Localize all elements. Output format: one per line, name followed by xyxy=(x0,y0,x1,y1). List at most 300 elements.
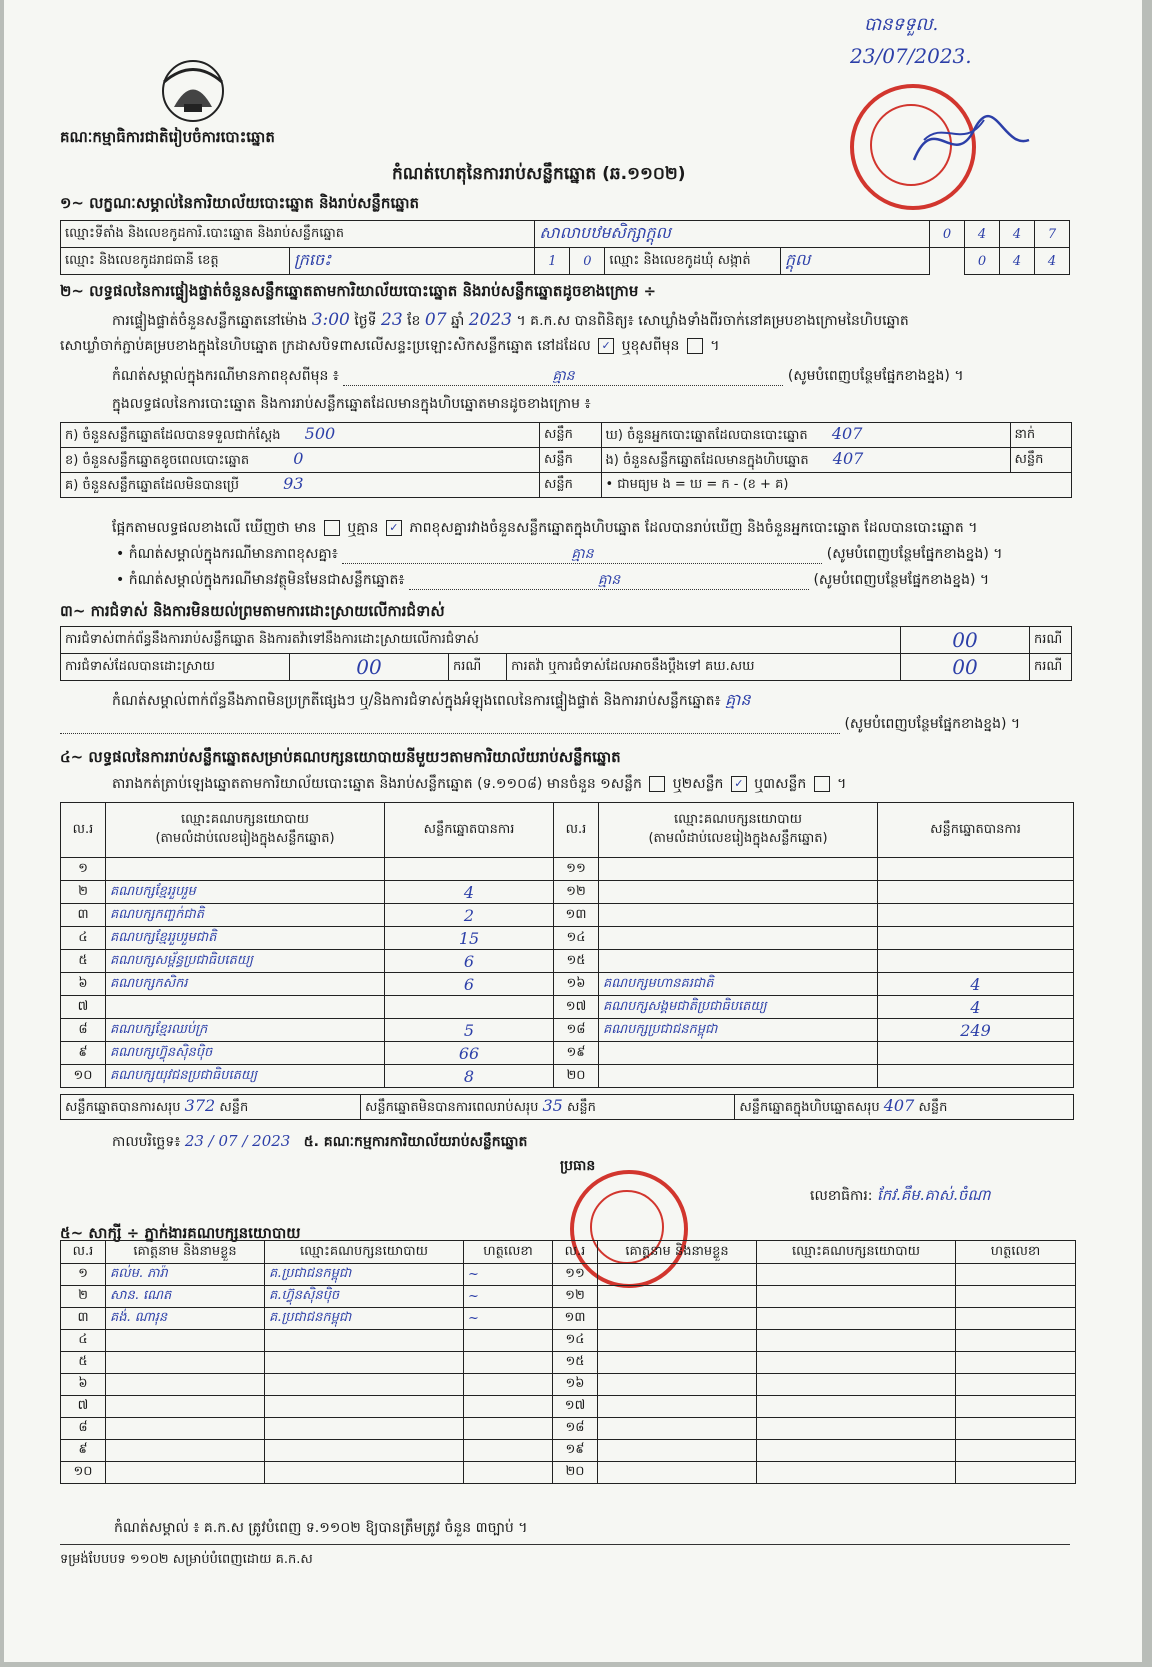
date-line xyxy=(112,1132,527,1151)
witness-name xyxy=(106,1330,265,1352)
count-value: 407 xyxy=(832,449,864,468)
label: កាលបរិច្ឆេទ៖ xyxy=(112,1134,181,1150)
witness-signature xyxy=(956,1308,1076,1330)
complaint-label: ការជំទាស់ពាក់ព័ន្ធនឹងការរាប់សន្លឹកឆ្នោត និងការតវ៉ាទៅនឹងការដោះស្រាយលើការជំទាស់ xyxy=(61,627,901,654)
label: ឬ៣សន្លឹក xyxy=(754,776,807,792)
witness-party xyxy=(757,1396,956,1418)
commune-code-digit: 0 xyxy=(965,248,1000,275)
section-1-heading: ១~ លក្ខណៈសម្គាល់នៃការិយាល័យបោះឆ្នោត និងរាប់សន្លឹកឆ្នោត xyxy=(60,194,420,212)
party-votes: 66 xyxy=(385,1042,554,1065)
witness-name xyxy=(598,1462,757,1484)
section-2-heading: ២~ លទ្ធផលនៃការផ្ទៀងផ្ទាត់ចំនួនសន្លឹកឆ្នោតតាមការិយាល័យបោះឆ្នោត និងរាប់សន្លឹកឆ្នោតដូចខាងក្រោម ÷ xyxy=(60,282,657,300)
label: កំណត់សម្គាល់ក្នុងករណីមានភាពខុសពីមុន ៖ xyxy=(112,368,339,384)
label: គ) ចំនួនសន្លឹកឆ្នោតដែលមិនបានប្រើ xyxy=(65,478,239,493)
one-sheet-checkbox[interactable] xyxy=(649,776,665,792)
difference-remark-line xyxy=(116,546,1002,564)
witness-party xyxy=(757,1440,956,1462)
witness-no: ១៨ xyxy=(553,1418,598,1440)
witness-no: ៨ xyxy=(61,1418,106,1440)
party-votes: 6 xyxy=(385,973,554,996)
witness-name xyxy=(106,1396,265,1418)
site-code-digit: 0 xyxy=(930,221,965,248)
witness-name xyxy=(106,1462,265,1484)
site-code-digit: 4 xyxy=(965,221,1000,248)
difference-note-line xyxy=(112,368,964,386)
unit: សន្លឹក xyxy=(219,1100,249,1115)
unit: សន្លឹក xyxy=(540,473,602,498)
unit: សន្លឹក xyxy=(1010,448,1072,473)
party-no: ១២ xyxy=(554,881,599,904)
table-row xyxy=(61,950,1074,973)
witness-party xyxy=(757,1286,956,1308)
label: ខែ xyxy=(407,313,421,329)
label: ឬខុសពីមុន xyxy=(621,338,680,354)
complaint-table xyxy=(60,626,1072,681)
witness-name: សាន. ណេត xyxy=(106,1286,265,1308)
count-label-b xyxy=(61,448,540,473)
witness-no: ២ xyxy=(61,1286,106,1308)
appeal-label: ការតវ៉ា ឬការជំទាស់ដែលអាចនឹងប្តឹងទៅ គឃ.សឃ xyxy=(507,654,901,681)
witness-no: ១៦ xyxy=(553,1374,598,1396)
col-person: គោត្តនាម និងនាមខ្លួន xyxy=(598,1241,757,1264)
party-votes: 2 xyxy=(385,904,554,927)
witness-party: គ.ប្រជាជនកម្ពុជា xyxy=(265,1308,464,1330)
party-votes xyxy=(878,904,1074,927)
label: ឃ) ចំនួនអ្នកបោះឆ្នោតដែលបានបោះឆ្នោត xyxy=(605,428,808,443)
label: ឬ២សន្លឹក xyxy=(672,776,724,792)
month-value: 07 xyxy=(424,310,447,330)
table-row xyxy=(61,1286,1076,1308)
divider xyxy=(60,1544,1070,1545)
col-no: ល.រ xyxy=(61,1241,106,1264)
party-no: ៨ xyxy=(61,1019,106,1042)
province-label: ឈ្មោះ និងលេខកូដរាជធានី ខេត្ត xyxy=(61,248,290,275)
col-no: ល.រ xyxy=(61,803,106,858)
party-no: ១១ xyxy=(554,858,599,881)
witness-signature xyxy=(464,1374,553,1396)
witness-party xyxy=(757,1462,956,1484)
party-name xyxy=(599,950,878,973)
witness-signature: ~ xyxy=(464,1264,553,1286)
table-row xyxy=(61,1396,1076,1418)
table-row xyxy=(61,881,1074,904)
appeal-value: 00 xyxy=(901,654,1030,681)
party-name xyxy=(599,1042,878,1065)
party-votes: 4 xyxy=(878,973,1074,996)
party-name xyxy=(106,996,385,1019)
party-no: ១ xyxy=(61,858,106,881)
unit: សន្លឹក xyxy=(540,448,602,473)
label: ថ្ងៃទី xyxy=(354,313,377,329)
party-name: គណបក្សហ៊្វុនស៊ិនប៉ិច xyxy=(106,1042,385,1065)
party-no: ១៨ xyxy=(554,1019,599,1042)
count-label-d xyxy=(601,423,1010,448)
col-party xyxy=(106,803,385,858)
label: សោឃ្លាំចាក់ភ្ជាប់គម្របខាងក្នុងនៃហិបឆ្នោត ក្រដាសបិទពាសលើសន្ទះប្រឡោះសិកសន្លឹកឆ្នោត នៅដដែល xyxy=(60,338,591,354)
witness-name xyxy=(106,1352,265,1374)
party-votes: 4 xyxy=(878,996,1074,1019)
witness-name xyxy=(598,1374,757,1396)
party-no: ១៥ xyxy=(554,950,599,973)
committee-label: ៥. គណៈកម្មការការិយាល័យរាប់សន្លឹកឆ្នោត xyxy=(303,1134,528,1150)
tally-sheet-line xyxy=(112,776,846,793)
party-no: ៣ xyxy=(61,904,106,927)
witness-no: ២០ xyxy=(553,1462,598,1484)
invalid-total xyxy=(361,1095,735,1120)
witness-party xyxy=(757,1352,956,1374)
witness-signature xyxy=(464,1330,553,1352)
label: សន្លឹកឆ្នោតមិនបានការពេលរាប់សរុប xyxy=(365,1100,539,1115)
valid-total xyxy=(61,1095,361,1120)
verification-line xyxy=(112,310,909,330)
count-label-e xyxy=(601,448,1010,473)
party-no: ៧ xyxy=(61,996,106,1019)
secretary-line xyxy=(810,1186,991,1205)
witness-name xyxy=(598,1330,757,1352)
table-row xyxy=(61,858,1074,881)
difference-note-value: គ្មាន xyxy=(343,368,783,386)
province-code-digit: 1 xyxy=(535,248,570,275)
witness-no: ៤ xyxy=(61,1330,106,1352)
party-votes xyxy=(878,1042,1074,1065)
foreign-object-remark-line xyxy=(116,572,989,590)
witness-no: ១១ xyxy=(553,1264,598,1286)
table-row xyxy=(61,1042,1074,1065)
witness-signature xyxy=(956,1396,1076,1418)
witness-no: ១៩ xyxy=(553,1440,598,1462)
label: (សូមបំពេញបន្ថែមផ្នែកខាងខ្នង) ។ xyxy=(826,546,1003,562)
witness-no: ១៤ xyxy=(553,1330,598,1352)
unit: សន្លឹក xyxy=(540,423,602,448)
witness-party xyxy=(265,1462,464,1484)
label: ខ) ចំនួនសន្លឹកឆ្នោតខូចពេលបោះឆ្នោត xyxy=(65,453,250,468)
unchanged-checkbox[interactable]: ✓ xyxy=(598,338,614,354)
witness-party xyxy=(265,1418,464,1440)
witness-signature xyxy=(464,1440,553,1462)
witness-party xyxy=(757,1374,956,1396)
witness-party xyxy=(757,1264,956,1286)
label: ឈ្មោះគណបក្សនយោបាយ xyxy=(181,812,309,827)
table-row xyxy=(61,1308,1076,1330)
unit: ករណី xyxy=(449,654,507,681)
witness-no: ១០ xyxy=(61,1462,106,1484)
table-row xyxy=(61,1352,1076,1374)
table-row xyxy=(61,1065,1074,1088)
valid-total-value: 372 xyxy=(184,1096,216,1115)
complaint-value: 00 xyxy=(901,627,1030,654)
witness-name xyxy=(106,1440,265,1462)
party-votes: 4 xyxy=(385,881,554,904)
foreign-object-remark-value: គ្មាន xyxy=(409,572,809,590)
changed-checkbox[interactable] xyxy=(687,338,703,354)
party-votes: 6 xyxy=(385,950,554,973)
col-no: ល.រ xyxy=(553,1241,598,1264)
party-votes xyxy=(385,996,554,1019)
party-name: គណបក្សមហានគរជាតិ xyxy=(599,973,878,996)
witness-party xyxy=(265,1330,464,1352)
witness-name xyxy=(598,1440,757,1462)
label: ក) ចំនួនសន្លឹកឆ្នោតដែលបានទទួលជាក់ស្តែង xyxy=(65,428,281,443)
party-no: ១០ xyxy=(61,1065,106,1088)
party-no: ៩ xyxy=(61,1042,106,1065)
col-party xyxy=(599,803,878,858)
commune-label: ឈ្មោះ និងលេខកូដឃុំ សង្កាត់ xyxy=(605,248,781,275)
chair-label: ប្រធាន xyxy=(560,1158,596,1174)
witness-name xyxy=(106,1418,265,1440)
witness-name xyxy=(598,1352,757,1374)
party-votes-table xyxy=(60,802,1074,1088)
party-no: ៤ xyxy=(61,927,106,950)
party-no: ១៤ xyxy=(554,927,599,950)
witness-no: ១ xyxy=(61,1264,106,1286)
province-value: ក្រចេះ xyxy=(290,248,535,275)
label: ។ គ.ក.ស បានពិនិត្យ៖ សោឃ្លាំងទាំងពីរចាក់នៅគម្របខាងក្រោមនៃហិបឆ្នោត xyxy=(516,313,909,329)
witness-signature xyxy=(464,1462,553,1484)
witness-signature xyxy=(956,1264,1076,1286)
result-intro: ក្នុងលទ្ធផលនៃការបោះឆ្នោត និងការរាប់សន្លឹកឆ្នោតដែលមានក្នុងហិបឆ្នោតមានដូចខាងក្រោម ៖ xyxy=(112,396,591,412)
party-name: គណបក្សសម្ព័ន្ធប្រជាធិបតេយ្យ xyxy=(106,950,385,973)
province-code-digit: 0 xyxy=(570,248,605,275)
count-value: 0 xyxy=(293,449,304,468)
party-votes: 5 xyxy=(385,1019,554,1042)
party-name: គណបក្សសង្គមជាតិប្រជាធិបតេយ្យ xyxy=(599,996,878,1019)
footer-note: កំណត់សម្គាល់ ៖ គ.ក.ស ត្រូវបំពេញ ទ.១១០២ ឱ្យបានត្រឹមត្រូវ ចំនួន ៣ច្បាប់ ។ xyxy=(114,1520,528,1536)
label: ភាពខុសគ្នារវាងចំនួនសន្លឹកឆ្នោតក្នុងហិបឆ្នោត ដែលបានរាប់ឃើញ និងចំនួនអ្នកបោះឆ្នោត ដែលបានបោះឆ្នោត ។ xyxy=(409,520,978,536)
secretary-value: កែវ.គឹម.គាស់.ចំណា xyxy=(876,1186,991,1204)
nec-emblem-icon xyxy=(154,52,232,130)
unit: សន្លឹក xyxy=(918,1100,948,1115)
witness-name xyxy=(106,1374,265,1396)
day-value: 23 xyxy=(381,310,403,330)
resolved-value: 00 xyxy=(290,654,449,681)
label: (តាមលំដាប់លេខរៀងក្នុងសន្លឹកឆ្នោត) xyxy=(155,831,335,846)
party-name: គណបក្សខ្មែរឈប់ក្រ xyxy=(106,1019,385,1042)
witness-signature xyxy=(956,1374,1076,1396)
section-5-heading: ៥~ សាក្សី ÷ ភ្នាក់ងារគណបក្សនយោបាយ xyxy=(60,1224,301,1242)
party-votes xyxy=(878,950,1074,973)
commune-value: ក្តុល xyxy=(781,248,930,275)
label: ឈ្មោះគណបក្សនយោបាយ xyxy=(674,812,802,827)
received-label: បានទទួល. xyxy=(864,14,939,35)
document-page xyxy=(4,0,1142,1662)
formula: • ជាមធ្យម ង = ឃ = ក - (ខ + គ) xyxy=(601,473,1072,498)
table-row xyxy=(61,927,1074,950)
witness-party xyxy=(265,1374,464,1396)
party-votes xyxy=(878,927,1074,950)
party-name xyxy=(599,1065,878,1088)
date-value: 23 / 07 / 2023 xyxy=(184,1132,291,1150)
party-name xyxy=(599,927,878,950)
party-votes xyxy=(385,858,554,881)
party-name xyxy=(599,858,878,881)
witness-no: ៧ xyxy=(61,1396,106,1418)
witness-no: ១៣ xyxy=(553,1308,598,1330)
label: តារាងកត់ត្រាប់ឡេងឆ្នោតតាមការិយាល័យបោះឆ្នោត និងរាប់សន្លឹកឆ្នោត (ទ.១១០៨) មានចំនួន ១សន្លឹក xyxy=(112,776,642,792)
witness-party xyxy=(265,1440,464,1462)
party-votes: 8 xyxy=(385,1065,554,1088)
unit: នាក់ xyxy=(1010,423,1072,448)
ballot-count-table xyxy=(60,422,1072,498)
count-value: 500 xyxy=(304,424,336,443)
irregularity-value: គ្មាន xyxy=(725,690,751,709)
commune-code-digit: 4 xyxy=(1035,248,1070,275)
party-name xyxy=(106,858,385,881)
col-votes: សន្លឹកឆ្នោតបានការ xyxy=(385,803,554,858)
col-person: គោត្តនាម និងនាមខ្លួន xyxy=(106,1241,265,1264)
section-3-heading: ៣~ ការជំទាស់ និងការមិនយល់ព្រមតាមការដោះស្រាយលើការជំទាស់ xyxy=(60,602,445,620)
document-title: កំណត់ហេតុនៃការរាប់សន្លឹកឆ្នោត (ឆ.១១០២) xyxy=(392,164,686,184)
col-votes: សន្លឹកឆ្នោតបានការ xyxy=(878,803,1074,858)
party-name: គណបក្សយុវជនប្រជាធិបតេយ្យ xyxy=(106,1065,385,1088)
witness-name: គល់ម. ភារ៉ា xyxy=(106,1264,265,1286)
witness-no: ៦ xyxy=(61,1374,106,1396)
witness-no: ៥ xyxy=(61,1352,106,1374)
witness-name xyxy=(598,1264,757,1286)
seal-check-line: សោឃ្លាំចាក់ភ្ជាប់គម្របខាងក្នុងនៃហិបឆ្នោត ក្រដាសបិទពាសលើសន្ទះប្រឡោះសិកសន្លឹកឆ្នោត នៅដដែល ✓ ឬខុសពីមុន ។ xyxy=(60,338,720,354)
witness-no: ៣ xyxy=(61,1308,106,1330)
label: ឬគ្មាន xyxy=(347,520,379,536)
party-name: គណបក្សខ្មែររួបរួមជាតិ xyxy=(106,927,385,950)
site-label: ឈ្មោះទីតាំង និងលេខកូដការិ.បោះឆ្នោត និងរាប់សន្លឹកឆ្នោត xyxy=(61,221,535,248)
party-name xyxy=(599,904,878,927)
year-value: 2023 xyxy=(468,310,513,330)
witness-signature xyxy=(956,1418,1076,1440)
table-row xyxy=(61,904,1074,927)
witness-signature xyxy=(956,1330,1076,1352)
witness-signature xyxy=(956,1352,1076,1374)
party-no: ៦ xyxy=(61,973,106,996)
difference-check-line xyxy=(112,520,977,537)
unit: សន្លឹក xyxy=(566,1100,596,1115)
party-name: គណបក្សខ្មែររួបរួម xyxy=(106,881,385,904)
received-date: 23/07/2023. xyxy=(850,44,972,68)
party-votes xyxy=(878,1065,1074,1088)
label: ការផ្ទៀងផ្ទាត់ចំនួនសន្លឹកឆ្នោតនៅម៉ោង xyxy=(112,313,308,329)
witness-no: ១៥ xyxy=(553,1352,598,1374)
label: កំណត់សម្គាល់ពាក់ព័ន្ធនឹងភាពមិនប្រក្រតីផ្សេងៗ ឬ/និងការជំទាស់ក្នុងអំឡុងពេលនៃការផ្ទៀងផ្ទាត់ និងការរាប់សន្លឹកឆ្នោត៖ xyxy=(112,693,721,709)
dotted-line xyxy=(60,716,840,734)
label: លេខាធិការ: xyxy=(810,1188,873,1204)
footer-form: ទម្រង់បែបបទ ១១០២ សម្រាប់បំពេញដោយ គ.ក.ស xyxy=(60,1552,313,1567)
col-sign: ហត្ថលេខា xyxy=(956,1241,1076,1264)
signature-icon xyxy=(904,100,1034,180)
label: • កំណត់សម្គាល់ក្នុងករណីមានភាពខុសគ្នា៖ xyxy=(116,546,338,562)
label: ង) ចំនួនសន្លឹកឆ្នោតដែលមានក្នុងហិបឆ្នោត xyxy=(605,453,809,468)
label: (សូមបំពេញបន្ថែមផ្នែកខាងខ្នង) ។ xyxy=(813,572,990,588)
two-sheet-checkbox[interactable]: ✓ xyxy=(731,776,747,792)
label: (សូមបំពេញបន្ថែមផ្នែកខាងខ្នង) ។ xyxy=(787,368,964,384)
witness-name xyxy=(598,1308,757,1330)
count-value: 93 xyxy=(283,474,304,493)
party-name: គណបក្សប្រជាជនកម្ពុជា xyxy=(599,1019,878,1042)
witness-signature xyxy=(464,1418,553,1440)
table-row xyxy=(61,1418,1076,1440)
party-name: គណបក្សកញ្ចក់ជាតិ xyxy=(106,904,385,927)
label: (តាមលំដាប់លេខរៀងក្នុងសន្លឹកឆ្នោត) xyxy=(648,831,828,846)
label: ឆ្នាំ xyxy=(450,313,465,329)
col-party: ឈ្មោះគណបក្សនយោបាយ xyxy=(757,1241,956,1264)
unit: ករណី xyxy=(1030,627,1072,654)
witness-signature: ~ xyxy=(464,1286,553,1308)
witness-party: គ.ប្រជាជនកម្ពុជា xyxy=(265,1264,464,1286)
col-party: ឈ្មោះគណបក្សនយោបាយ xyxy=(265,1241,464,1264)
label: • កំណត់សម្គាល់ក្នុងករណីមានវត្ថុមិនមែនជាសន្លឹកឆ្នោត៖ xyxy=(116,572,405,588)
has-difference-checkbox[interactable] xyxy=(324,520,340,536)
witness-party xyxy=(265,1396,464,1418)
witness-party xyxy=(757,1308,956,1330)
commune-code-digit: 4 xyxy=(1000,248,1035,275)
label: សន្លឹកឆ្នោតបានការសរុប xyxy=(65,1100,181,1115)
witness-signature xyxy=(956,1440,1076,1462)
table-row xyxy=(61,1374,1076,1396)
site-value: សាលាបឋមសិក្សាក្តុល xyxy=(535,221,930,248)
witness-no: ១៧ xyxy=(553,1396,598,1418)
party-no: ២ xyxy=(61,881,106,904)
difference-remark-value: គ្មាន xyxy=(342,546,822,564)
resolved-label: ការជំទាស់ដែលបានដោះស្រាយ xyxy=(61,654,290,681)
party-no: ៥ xyxy=(61,950,106,973)
org-name: គណៈកម្មាធិការជាតិរៀបចំការបោះឆ្នោត xyxy=(60,128,275,146)
table-row xyxy=(61,1462,1076,1484)
col-sign: ហត្ថលេខា xyxy=(464,1241,553,1264)
witness-party xyxy=(265,1352,464,1374)
witness-no: ៩ xyxy=(61,1440,106,1462)
witness-signature: ~ xyxy=(464,1308,553,1330)
witness-signature xyxy=(464,1352,553,1374)
party-no: ១៣ xyxy=(554,904,599,927)
count-label-a xyxy=(61,423,540,448)
witness-party: គ.ហ៊្វុនស៊ិនប៉ិច xyxy=(265,1286,464,1308)
site-code-digit: 4 xyxy=(1000,221,1035,248)
witness-table xyxy=(60,1240,1076,1484)
three-sheet-checkbox[interactable] xyxy=(814,776,830,792)
site-code-digit: 7 xyxy=(1035,221,1070,248)
witness-name xyxy=(598,1286,757,1308)
table-row xyxy=(61,1330,1076,1352)
no-difference-checkbox[interactable]: ✓ xyxy=(386,520,402,536)
party-votes: 249 xyxy=(878,1019,1074,1042)
table-row xyxy=(61,1440,1076,1462)
time-value: 3:00 xyxy=(311,310,350,330)
table-row xyxy=(61,973,1074,996)
irregularity-note xyxy=(60,716,1070,734)
col-no: ល.រ xyxy=(554,803,599,858)
irregularity-line xyxy=(112,690,750,710)
witness-name xyxy=(598,1396,757,1418)
party-votes xyxy=(878,881,1074,904)
party-votes xyxy=(878,858,1074,881)
witness-signature xyxy=(956,1462,1076,1484)
table-row xyxy=(61,1019,1074,1042)
party-name xyxy=(599,881,878,904)
party-name: គណបក្សកសិករ xyxy=(106,973,385,996)
unit: ករណី xyxy=(1030,654,1072,681)
section-1-table xyxy=(60,220,1070,275)
label: (សូមបំពេញបន្ថែមផ្នែកខាងខ្នង) ។ xyxy=(844,716,1021,732)
table-row xyxy=(61,996,1074,1019)
label: ផ្អែកតាមលទ្ធផលខាងលើ ឃើញថា មាន xyxy=(112,520,317,536)
party-no: ១៩ xyxy=(554,1042,599,1065)
witness-no: ១២ xyxy=(553,1286,598,1308)
box-total-value: 407 xyxy=(883,1096,915,1115)
witness-party xyxy=(757,1418,956,1440)
witness-party xyxy=(757,1330,956,1352)
party-no: ១៧ xyxy=(554,996,599,1019)
witness-name xyxy=(598,1418,757,1440)
party-no: ១៦ xyxy=(554,973,599,996)
box-total xyxy=(735,1095,1074,1120)
invalid-total-value: 35 xyxy=(542,1096,563,1115)
